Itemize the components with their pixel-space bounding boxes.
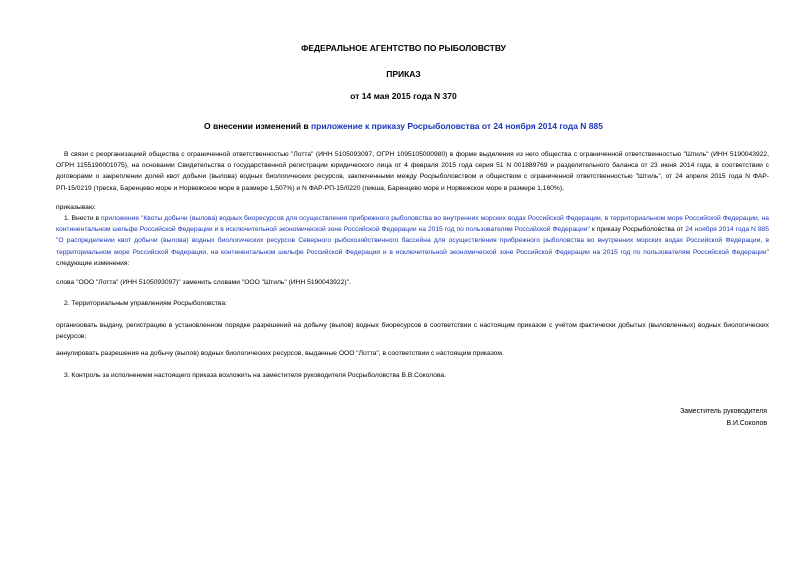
agency-name: ФЕДЕРАЛЬНОЕ АГЕНТСТВО ПО РЫБОЛОВСТВУ	[301, 43, 506, 53]
title-prefix: О внесении изменений в	[204, 121, 311, 131]
item-1-paragraph	[56, 213, 769, 269]
annex-link[interactable]: приложение "Квоты добычи (вылова) водных биоресурсов для осуществления прибрежного рыболовства во внутренних морских водах Российской Федерации, в территориальном море Российской Федерации, на континентальном шельфе Российской Федерации и в исключительной экономической зоне Российской Федерации на 2015 год по пользователям Российской Федерации"	[56, 215, 769, 234]
order-word: приказываю:	[56, 204, 96, 211]
item-1-mid: к приказу Росрыболовства от	[589, 226, 686, 234]
item-1-prefix: 1. Внести в	[64, 215, 102, 222]
order-885-link[interactable]: 24 ноября 2014 года N 885 "О распределении квот добычи (вылова) водных биологических ресурсов Северного рыбохозяйственного бассейна для осуществления прибрежного рыболовства во внутренних морских водах Российской Федерации, в территориальном море Российской Федерации, на континентальном шельфе Российской Федерации и в исключительной экономической зоне Российской Федерации на 2015 год по пользователям Российской Федерации"	[56, 226, 769, 256]
item-3-paragraph: 3. Контроль за исполнением настоящего приказа возложить на заместителя руководителя Росрыболовства В.В.Соколова.	[64, 372, 447, 379]
item-2b-paragraph: аннулировать разрешения на добычу (вылов) водных биологических ресурсов, выданные ООО "Лотта", в соответствии с настоящим приказом.	[56, 350, 504, 357]
item-1-suffix: следующие изменения:	[56, 259, 130, 267]
signature-name: В.И.Соколов	[726, 420, 767, 427]
item-2-paragraph: 2. Территориальным управлениям Росрыболовства:	[64, 300, 227, 307]
item-2a-paragraph: организовать выдачу, регистрацию в установленном порядке разрешений на добычу (вылов) водных биоресурсов в соответствии с настоящим приказом с учётом фактически добытых (выловленных) водных биологических ресурсов;	[56, 322, 769, 341]
document-title	[0, 121, 807, 131]
preamble-paragraph: В связи с реорганизацией общества с ограниченной ответственностью "Лотта" (ИНН 5105093097, ОГРН 1095105000980) в форме выделения из него общества с ограниченной ответственностью "Штиль" (ИНН 5190043922, ОГРН 1155190001075), на основании Свидетельства о государственной регистрации юридического лица от 4 февраля 2015 года серия 51 N 001889769 и разделительного баланса от 23 июня 2014 года, в соответствии с договорами о закреплении долей квот добычи (вылова) водных биологических ресурсов, заключенными между Росрыболовством и обществом с ограниченной ответственностью "Штиль", от 24 апреля 2015 года N ФАР-РП-15/0219 (треска, Баренцево море и Норвежское море в размере 1,507%) и N ФАР-РП-15/0220 (пикша, Баренцево море и Норвежское море в размере 1,160%),	[56, 151, 769, 192]
replace-words-paragraph: слова "ООО "Лотта" (ИНН 5105093097)" заменить словами "ООО "Штиль" (ИНН 5190043922)".	[56, 279, 351, 286]
doc-date-number: от 14 мая 2015 года N 370	[350, 91, 457, 101]
doc-type: ПРИКАЗ	[386, 69, 421, 79]
signature-position: Заместитель руководителя	[680, 408, 767, 415]
title-link[interactable]: приложение к приказу Росрыболовства от 24 ноября 2014 года N 885	[311, 121, 603, 131]
